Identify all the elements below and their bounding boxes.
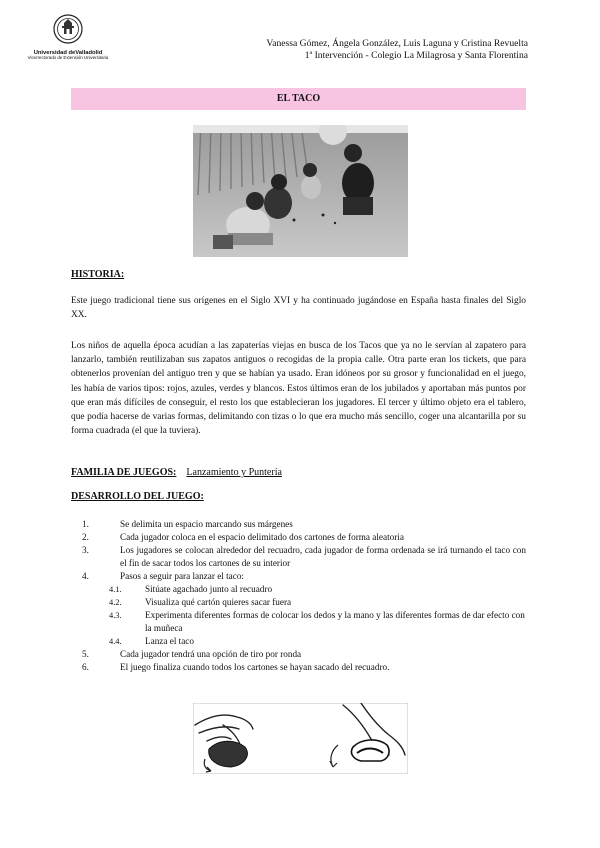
list-item-number: 1. — [82, 519, 89, 529]
university-logo — [18, 14, 118, 61]
sub-list-item — [71, 635, 526, 648]
list-item-text: Los jugadores se colocan alrededor del recuadro, cada jugador de forma ordenada se irá turnando el taco con el fin de sacar todos los cartones de su interior — [120, 545, 526, 568]
list-item-text: Cada jugador tendrá una opción de tiro por ronda — [120, 649, 302, 659]
logo-department: Vicerrectorado de Extensión Universitaria — [27, 55, 109, 61]
list-item-number: 3. — [82, 545, 89, 555]
authors-line: Vanessa Gómez, Ángela González, Luis Laguna y Cristina Revuelta — [266, 38, 528, 49]
sub-list-item — [71, 583, 526, 596]
list-item — [71, 661, 526, 674]
familia-value: Lanzamiento y Puntería — [186, 467, 282, 478]
school-line: 1ª Intervención - Colegio La Milagrosa y Santa Florentina — [304, 50, 528, 61]
logo-university-name: Universidad deValladolid — [33, 50, 103, 56]
list-item — [71, 518, 526, 531]
sub-list-item-text: Lanza el taco — [145, 636, 194, 646]
list-item-text: Se delimita un espacio marcando sus márgenes — [120, 519, 293, 529]
sub-list-item-text: Experimenta diferentes formas de colocar los dedos y la mano y las diferentes formas de dar efecto con la muñeca — [145, 610, 525, 633]
list-item-number: 5. — [82, 649, 89, 659]
throwing-hands-illustration — [193, 703, 408, 774]
children-playing-photo — [193, 125, 408, 257]
historia-paragraph-1: Este juego tradicional tiene sus orígenes en el Siglo XVI y ha continuado jugándose en España hasta finales del Siglo XX. — [71, 296, 526, 321]
university-seal-icon — [53, 14, 83, 44]
list-item-number: 6. — [82, 662, 89, 672]
page-title: EL TACO — [71, 88, 526, 110]
sub-list-item-number: 4.4. — [109, 637, 122, 646]
list-item — [71, 531, 526, 544]
taco-right-icon — [351, 740, 389, 761]
document-header — [266, 38, 528, 62]
list-item-number: 2. — [82, 532, 89, 542]
list-item — [71, 648, 526, 661]
historia-heading: HISTORIA: — [71, 269, 125, 280]
list-item-text: El juego finaliza cuando todos los cartones se hayan sacado del recuadro. — [120, 662, 390, 672]
sub-list-item-number: 4.2. — [109, 598, 122, 607]
sub-list-item-number: 4.1. — [109, 585, 122, 594]
familia-section — [71, 467, 282, 478]
list-item — [71, 544, 526, 570]
sub-list-item-text: Sitúate agachado junto al recuadro — [145, 584, 273, 594]
sub-list-item — [71, 609, 526, 635]
desarrollo-heading: DESARROLLO DEL JUEGO: — [71, 491, 204, 502]
historia-paragraph-2: Los niños de aquella época acudían a las zapaterías viejas en busca de los Tacos que ya no le servían al zapatero para lanzarlo, también reutilizaban sus zapatos antiguos o recogidas de la propia calle. Otra parte eran los tickets, que para obtenerlos provenían del antiguo tren y que se habían ya usado. Eran idóneos por su grosor y funcionalidad en el juego, les había de varios tipos: rojos, azules, verdes y blancos. Estos últimos eran de los jubilados y aportaban más puntos por que eran más difíciles de conseguir, el resto los que establecieran los jugadores. El tercer y último objeto era el tablero, que podía hacerse de varias formas, delimitando con tizas o lo que era mucho más sencillo, coger una alcantarilla por su forma cuadrada (el que la tuviera). — [71, 341, 526, 437]
list-item — [71, 570, 526, 583]
list-item-number: 4. — [82, 571, 89, 581]
familia-heading: FAMILIA DE JUEGOS: — [71, 467, 177, 478]
list-item-text: Cada jugador coloca en el espacio delimitado dos cartones de forma aleatoria — [120, 532, 404, 542]
list-item-text: Pasos a seguir para lanzar el taco: — [120, 571, 244, 581]
sub-list-item-text: Visualiza qué cartón quieres sacar fuera — [145, 597, 292, 607]
sub-list-item — [71, 596, 526, 609]
game-steps-list — [71, 518, 526, 674]
sub-list-item-number: 4.3. — [109, 611, 122, 620]
